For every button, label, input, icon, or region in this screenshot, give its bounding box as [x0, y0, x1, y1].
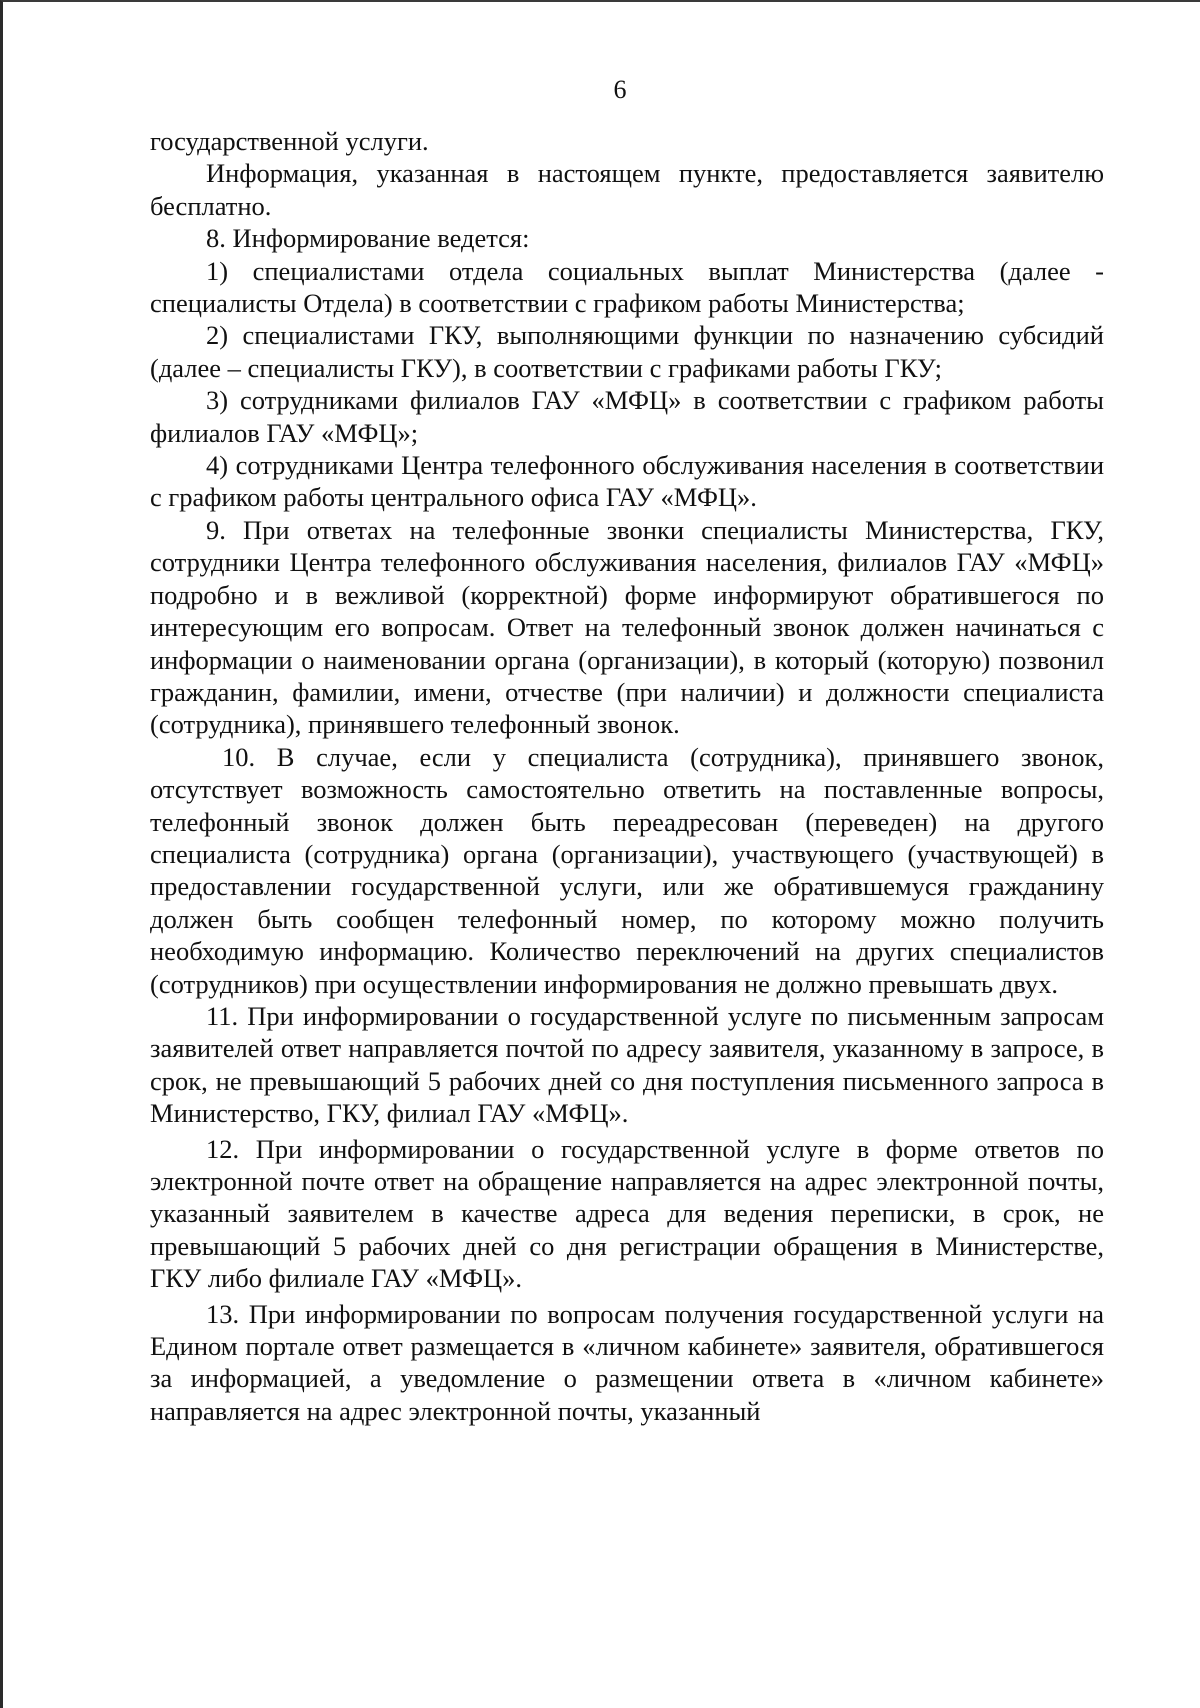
paragraph-item-8-1: 1) специалистами отдела социальных выплат Министерства (далее - специалисты Отдела) в соответствии с графиком работы Министерства;: [150, 255, 1104, 319]
paragraph-item-8-4: 4) сотрудниками Центра телефонного обслуживания населения в соответствии с графиком работы центрального офиса ГАУ «МФЦ».: [150, 450, 1104, 513]
paragraph-continuation: государственной услуги.: [150, 126, 429, 156]
paragraph-info-free: Информация, указанная в настоящем пункте, предоставляется заявителю бесплатно.: [150, 158, 1104, 221]
paragraph-item-11: 11. При информировании о государственной услуге по письменным запросам заявителей ответ направляется почтой по адресу заявителя, указанному в запросе, в срок, не превышающий 5 рабочих дней со дня поступления письменного запроса в Министерство, ГКУ, филиал ГАУ «МФЦ».: [150, 1000, 1104, 1129]
paragraph-item-8-2: 2) специалистами ГКУ, выполняющими функции по назначению субсидий (далее – специалисты ГКУ), в соответствии с графиками работы ГКУ;: [150, 320, 1104, 383]
paragraph-item-10: 10. В случае, если у специалиста (сотрудника), принявшего звонок, отсутствует возможность самостоятельно ответить на поставленные вопросы, телефонный звонок должен быть переадресован (переведен) на другого специалиста (сотрудника) органа (организации), участвующего (участвующей) в предоставлении государственной услуги, или же обратившемуся гражданину должен быть сообщен телефонный номер, по которому можно получить необходимую информацию. Количество переключений на других специалистов (сотрудников) при осуществлении информирования не должно превышать двух.: [150, 741, 1104, 999]
paragraph-item-8-3: 3) сотрудниками филиалов ГАУ «МФЦ» в соответствии с графиком работы филиалов ГАУ «МФЦ»;: [150, 385, 1104, 448]
document-body: [150, 125, 1104, 1427]
page-number: 6: [613, 75, 627, 104]
paragraph-item-12: 12. При информировании о государственной услуге в форме ответов по электронной почте ответ на обращение направляется на адрес электронной почты, указанный заявителем в качестве адреса для ведения переписки, в срок, не превышающий 5 рабочих дней со дня регистрации обращения в Министерстве, ГКУ либо филиале ГАУ «МФЦ».: [150, 1133, 1104, 1294]
paragraph-item-8: 8. Информирование ведется:: [206, 223, 530, 254]
paragraph-item-13: 13. При информировании по вопросам получения государственной услуги на Едином портале ответ размещается в «личном кабинете» заявителя, обратившегося за информацией, а уведомление о размещении ответа в «личном кабинете» направляется на адрес электронной почты, указанный: [150, 1298, 1104, 1426]
paragraph-item-9: 9. При ответах на телефонные звонки специалисты Министерства, ГКУ, сотрудники Центра телефонного обслуживания населения, филиалов ГАУ «МФЦ» подробно и в вежливой (корректной) форме информируют обратившегося по интересующим его вопросам. Ответ на телефонный звонок должен начинаться с информации о наименовании органа (организации), в который (которую) позвонил гражданин, фамилии, имени, отчестве (при наличии) и должности специалиста (сотрудника), принявшего телефонный звонок.: [150, 514, 1104, 740]
